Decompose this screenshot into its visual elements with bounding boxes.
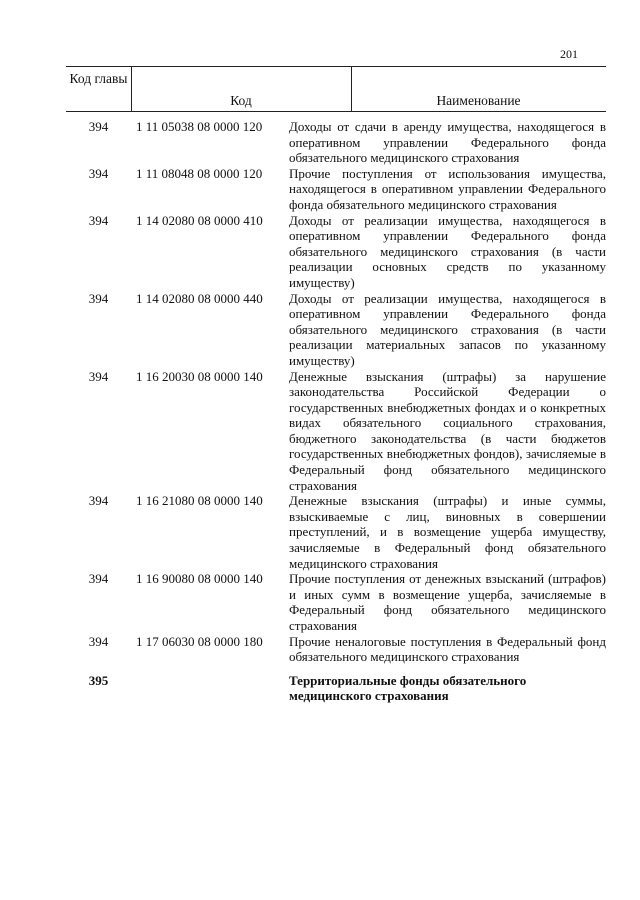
header-name: Наименование — [436, 93, 521, 108]
budget-code: 1 17 06030 08 0000 180 — [136, 633, 263, 649]
budget-code: 1 16 21080 08 0000 140 — [136, 493, 263, 509]
table-row — [66, 213, 606, 291]
table-header — [66, 66, 606, 112]
budget-code: 1 14 02080 08 0000 410 — [136, 212, 263, 228]
table-row — [66, 119, 606, 166]
chapter-code: 394 — [88, 368, 109, 384]
table-row — [66, 166, 606, 213]
item-name: Денежные взыскания (штрафы) за нарушение законодательства Российской Федерации о государственных внебюджетных фондах и о конкретных видах обязательного социального страхования, бюджетного законодательства (в части бюджетов государственных внебюджетных фондов), зачисляемые в Федеральный фонд обязательного медицинского страхования — [289, 368, 606, 493]
table-row — [66, 571, 606, 633]
chapter-code: 394 — [88, 119, 109, 134]
chapter-code: 394 — [88, 290, 109, 306]
section-name: Территориальные фонды обязательного медицинского страхования — [289, 672, 527, 704]
table-row — [66, 634, 606, 665]
item-name: Прочие неналоговые поступления в Федеральный фонд обязательного медицинского страхования — [289, 633, 606, 665]
item-name: Доходы от реализации имущества, находящегося в оперативном управлении Федерального фонда обязательного медицинского страхования (в части реализации материальных запасов по указанному имуществу) — [289, 290, 606, 368]
table-row — [66, 493, 606, 571]
chapter-code: 394 — [88, 493, 109, 509]
header-code: Код — [230, 93, 252, 108]
budget-code: 1 16 20030 08 0000 140 — [136, 368, 263, 384]
table-row — [66, 291, 606, 369]
budget-code: 1 11 05038 08 0000 120 — [136, 119, 263, 134]
chapter-code: 394 — [88, 571, 109, 587]
item-name: Прочие поступления от денежных взысканий (штрафов) и иных сумм в возмещение ущерба, зачисляемые в Федеральный фонд обязательного медицинского страхования — [289, 571, 606, 633]
chapter-code: 394 — [88, 165, 109, 181]
budget-code: 1 14 02080 08 0000 440 — [136, 290, 263, 306]
item-name: Доходы от сдачи в аренду имущества, находящегося в оперативном управлении Федерального фонда обязательного медицинского страхования — [289, 119, 606, 166]
budget-code: 1 16 90080 08 0000 140 — [136, 571, 263, 587]
chapter-code: 395 — [88, 672, 109, 688]
table-body — [66, 119, 606, 704]
chapter-code: 394 — [88, 212, 109, 228]
item-name: Прочие поступления от использования имущества, находящегося в оперативном управлении Федерального фонда обязательного медицинского страхования — [289, 165, 606, 212]
item-name: Доходы от реализации имущества, находящегося в оперативном управлении Федерального фонда обязательного медицинского страхования (в части реализации основных средств по указанному имуществу) — [289, 212, 606, 290]
chapter-code: 394 — [88, 633, 109, 649]
budget-code: 1 11 08048 08 0000 120 — [136, 165, 263, 181]
item-name: Денежные взыскания (штрафы) и иные суммы, взыскиваемые с лиц, виновных в совершении преступлений, и в возмещение ущерба имуществу, зачисляемые в Федеральный фонд обязательного медицинского страхования — [289, 493, 606, 571]
header-code-chapter: Код главы — [69, 71, 128, 86]
page-number: 201 — [560, 47, 578, 61]
table-row-section — [66, 673, 606, 704]
table-row — [66, 369, 606, 494]
